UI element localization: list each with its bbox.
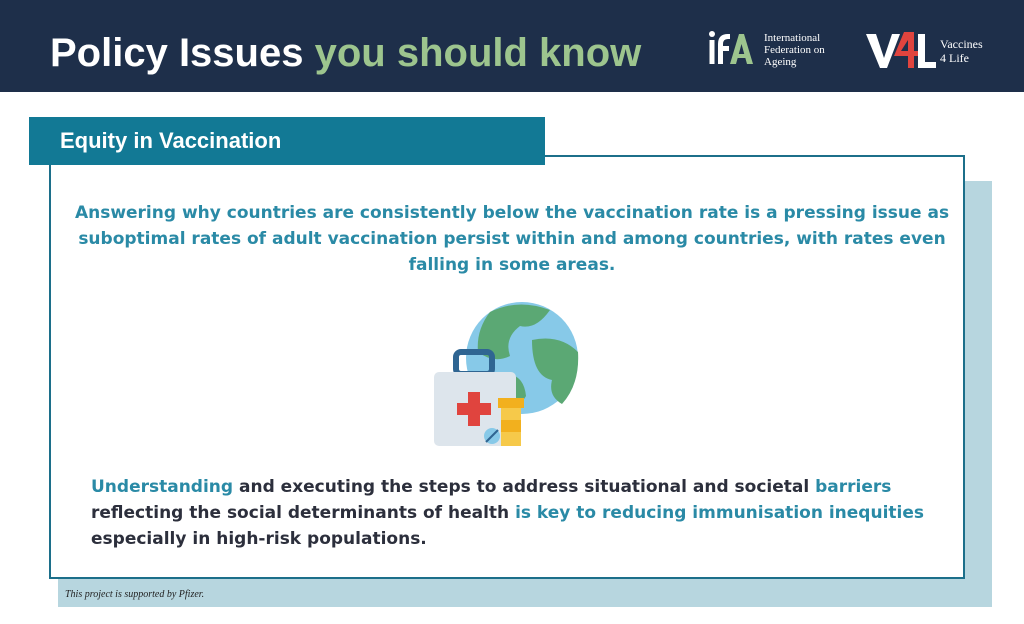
- section-tab: [29, 117, 545, 165]
- globe-first-aid-kit-icon: [432, 300, 582, 450]
- title-main: Policy Issues: [50, 31, 304, 75]
- key-message: Understanding and executing the steps to address situational and societal barriers reflecting the social determinants of health is key to reducing immunisation inequities especially in high-risk populations.: [91, 477, 925, 549]
- title-accent: you should know: [314, 31, 642, 75]
- ifa-logo: [706, 26, 856, 70]
- v4l-logo-text: Vaccines 4 Life: [940, 37, 983, 65]
- section-title: Equity in Vaccination: [60, 128, 282, 153]
- header-bar: [0, 0, 1024, 92]
- v4l-logo-icon: [864, 28, 936, 72]
- ifa-logo-icon: [706, 28, 758, 68]
- page-title: [50, 30, 641, 76]
- v4l-logo: [864, 28, 1014, 72]
- intro-text: Answering why countries are consistently below the vaccination rate is a pressing issue as suboptimal rates of adult vaccination persist within and among countries, with rates even falling in some areas.: [74, 203, 950, 275]
- footer-note: This project is supported by Pfizer.: [65, 589, 205, 600]
- ifa-logo-text: International Federation on Ageing: [764, 32, 825, 68]
